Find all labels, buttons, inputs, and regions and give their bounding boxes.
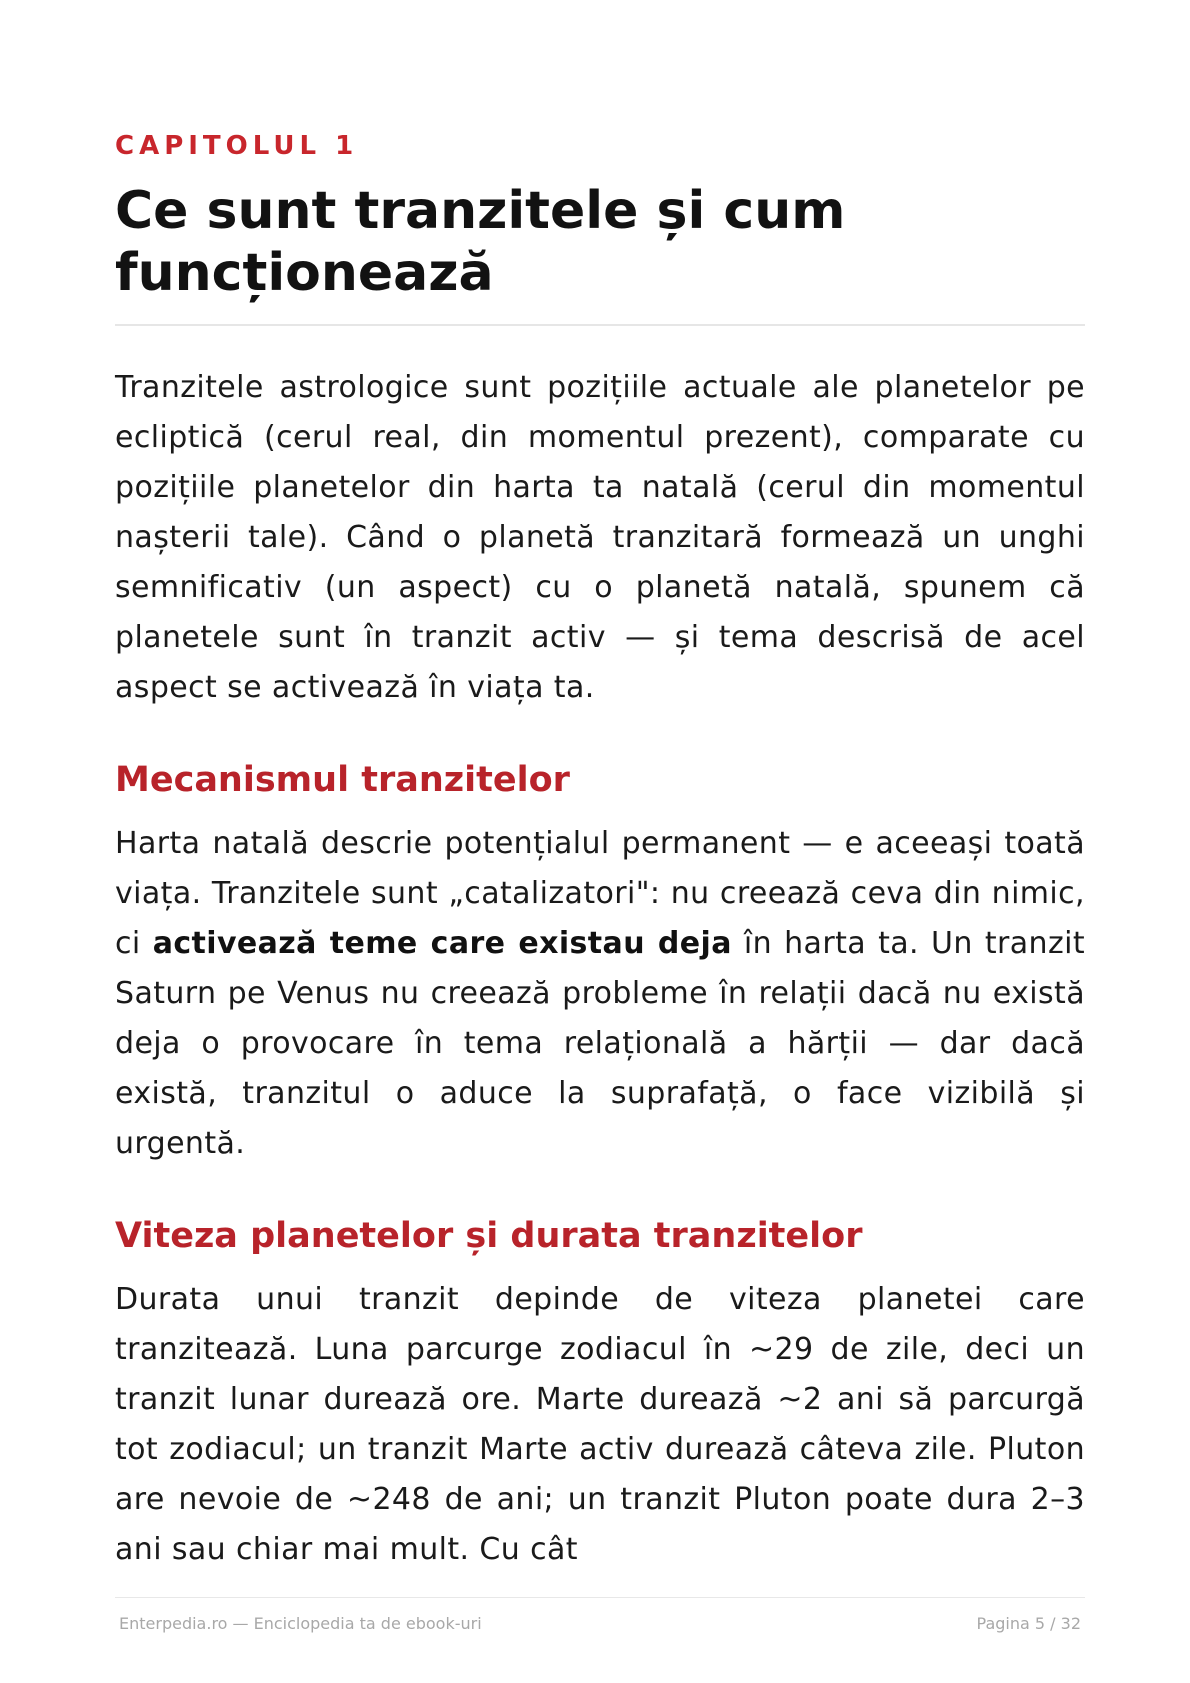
chapter-title: Ce sunt tranzitele și cum funcționează <box>115 181 846 303</box>
title-divider <box>115 324 1085 326</box>
mechanism-bold-phrase: activează teme care existau deja <box>152 926 732 961</box>
chapter-kicker: CAPITOLUL 1 <box>115 131 359 161</box>
section-heading-speed: Viteza planetelor și durata tranzitelor <box>115 1216 863 1256</box>
speed-paragraph: Durata unui tranzit depinde de viteza planetei care tranzitează. Luna parcurge zodiacul în ~29 de zile, deci un tranzit lunar durează ore. Marte durează ~2 ani să parcurgă tot zodiacul; un tranzit Marte activ durează câteva zile. Pluton are nevoie de ~248 de ani; un tranzit Pluton poate dura 2–3 ani sau chiar mai mult. Cu cât <box>115 1282 1085 1567</box>
mechanism-text-end: în harta ta. Un tranzit Saturn pe Venus nu creează probleme în relații dacă nu există deja o provocare în tema relațională a hărții — dar dacă există, tranzitul o aduce la suprafață, o face vizibilă și urgentă. <box>115 926 1085 1161</box>
document-page <box>115 0 1085 1683</box>
footer-divider <box>115 1597 1085 1598</box>
section-heading-mechanism: Mecanismul tranzitelor <box>115 760 570 800</box>
mechanism-text-start: Harta natală descrie potențialul permanent — e aceeași toată viața. Tranzitele sunt „catalizatori": nu creează ceva din nimic, ci <box>115 826 1085 961</box>
intro-paragraph: Tranzitele astrologice sunt pozițiile actuale ale planetelor pe ecliptică (cerul real, din momentul prezent), comparate cu pozițiile planetelor din harta ta natală (cerul din momentul nașterii tale). Când o planetă tranzitară formează un unghi semnificativ (un aspect) cu o planetă natală, spunem că planetele sunt în tranzit activ — și tema descrisă de acel aspect se activează în viața ta. <box>115 370 1085 705</box>
mechanism-paragraph <box>115 819 1085 1169</box>
footer-site-name: Enterpedia.ro — Enciclopedia ta de ebook-uri <box>119 1614 482 1633</box>
footer-page-number: Pagina 5 / 32 <box>976 1614 1081 1633</box>
